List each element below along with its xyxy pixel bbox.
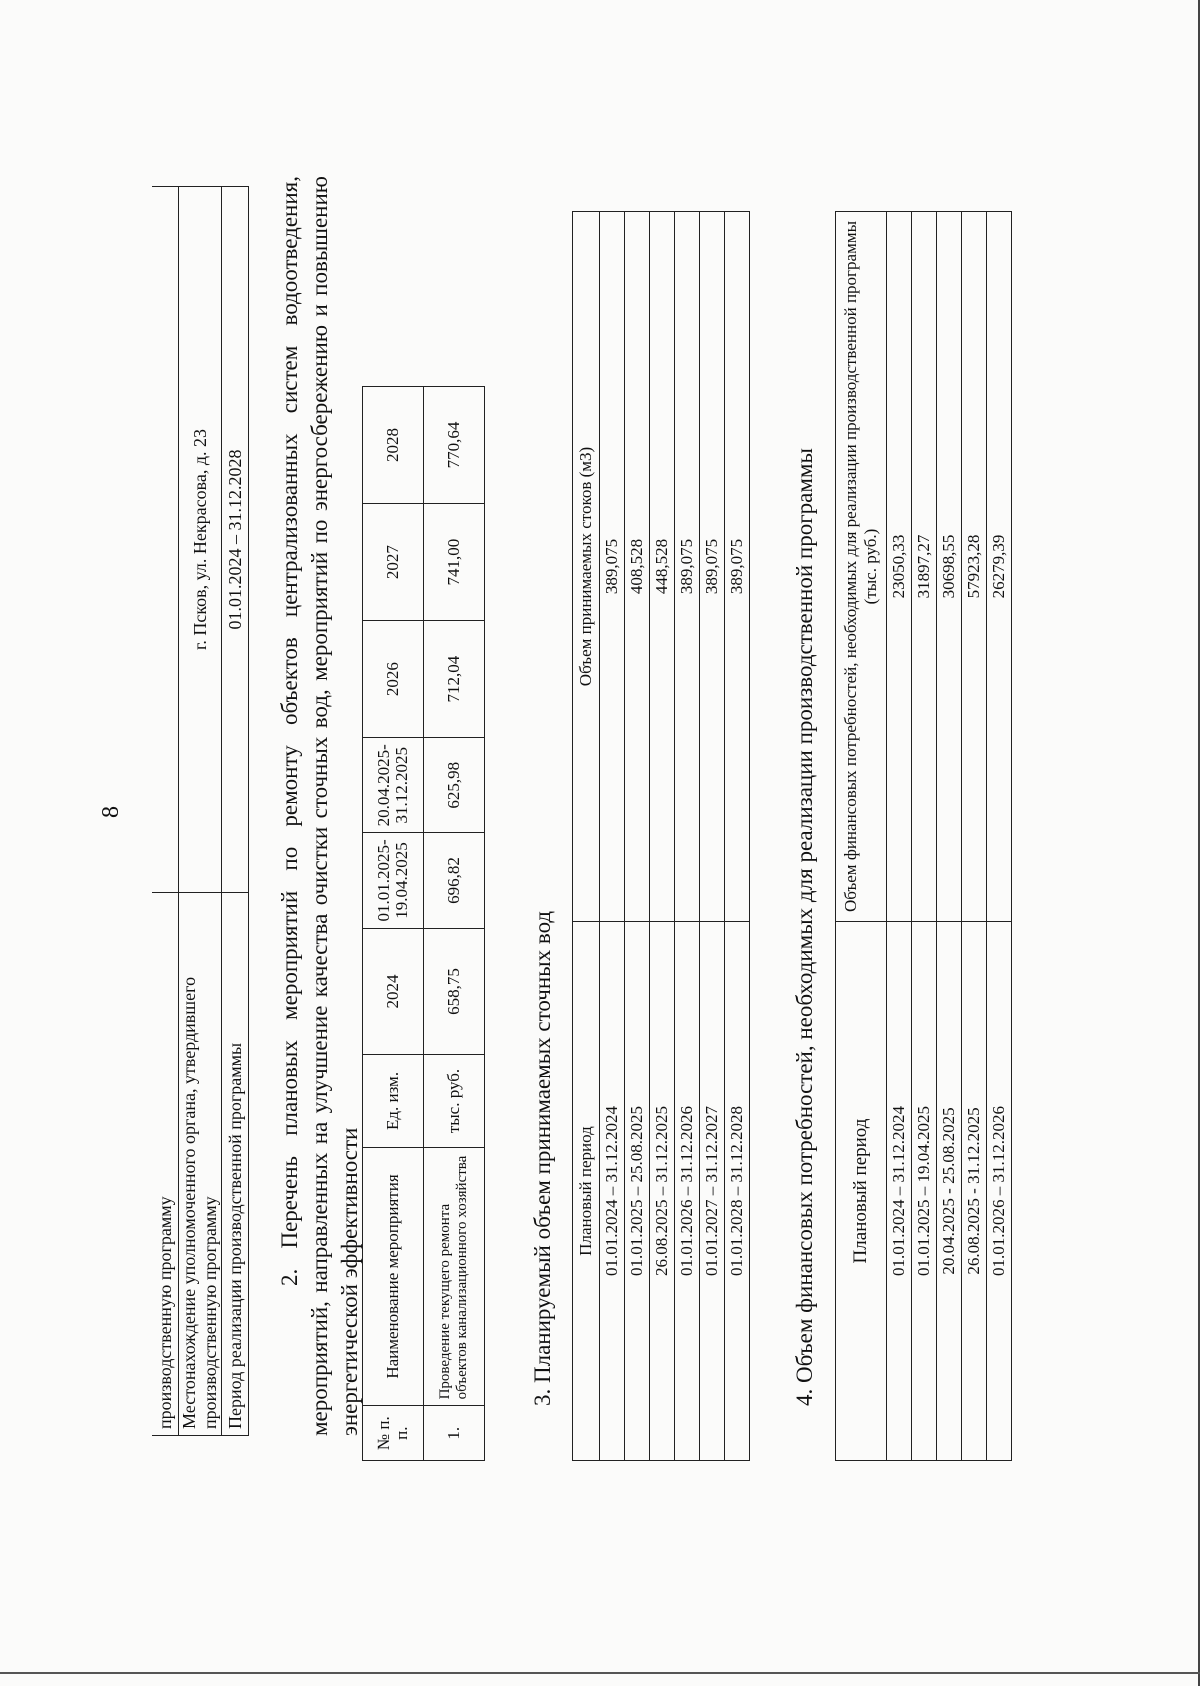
column-header: 2024 xyxy=(363,928,424,1055)
section-4-title: 4. Объем финансовых потребностей, необходимых для реализации производственной программы xyxy=(792,448,817,1406)
value-cell: 57923,28 xyxy=(962,212,987,922)
program-info-table xyxy=(152,186,249,1436)
period-cell: 01.01.2025 – 19.04.2025 xyxy=(912,922,937,1461)
value-cell: 23050,33 xyxy=(887,212,912,922)
column-header: 2027 xyxy=(363,504,424,621)
table-row xyxy=(625,212,650,1461)
period-cell: 01.01.2026 – 31.12.2026 xyxy=(987,922,1012,1461)
table-row xyxy=(424,387,485,1461)
value-cell: 712,04 xyxy=(424,621,485,738)
value-cell: 389,075 xyxy=(700,212,725,922)
table-row xyxy=(912,212,937,1461)
value-cell: 696,82 xyxy=(424,833,485,928)
table-row xyxy=(650,212,675,1461)
page-number: 8 xyxy=(98,806,124,818)
table-row xyxy=(152,187,179,1436)
period-cell: 26.08.2025 - 31.12.2025 xyxy=(962,922,987,1461)
table-row xyxy=(700,212,725,1461)
column-header: Наименование мероприятия xyxy=(363,1147,424,1406)
table-row xyxy=(962,212,987,1461)
info-value: г. Псков, ул. Некрасова, д. 23 xyxy=(179,187,222,893)
unit: тыс. руб. xyxy=(424,1055,485,1147)
period-cell: 01.01.2025 – 25.08.2025 xyxy=(625,922,650,1461)
column-header: Плановый период xyxy=(573,922,600,1461)
info-value xyxy=(152,187,179,893)
value-cell: 770,64 xyxy=(424,387,485,504)
table-row xyxy=(887,212,912,1461)
column-header: № п. п. xyxy=(363,1406,424,1461)
value-cell: 448,528 xyxy=(650,212,675,922)
table-row xyxy=(725,212,750,1461)
table-row xyxy=(600,212,625,1461)
value-cell: 625,98 xyxy=(424,738,485,833)
value-cell: 389,075 xyxy=(725,212,750,922)
section-3-title: 3. Планируемый объем принимаемых сточных вод xyxy=(530,910,555,1406)
column-header: Объем принимаемых стоков (м3) xyxy=(573,212,600,922)
measures-table xyxy=(362,386,485,1461)
table-header-row xyxy=(363,387,424,1461)
info-label: Местонахождение уполномоченного органа, утвердившего производственную программу xyxy=(179,893,222,1436)
period-cell: 01.01.2027 – 31.12.2027 xyxy=(700,922,725,1461)
info-value: 01.01.2024 – 31.12.2028 xyxy=(222,187,249,893)
value-cell: 26279,39 xyxy=(987,212,1012,922)
period-cell: 01.01.2028 – 31.12.2028 xyxy=(725,922,750,1461)
info-label: Период реализации производственной программы xyxy=(222,893,249,1436)
period-cell: 01.01.2024 – 31.12.2024 xyxy=(600,922,625,1461)
value-cell: 31897,27 xyxy=(912,212,937,922)
wastewater-volume-table xyxy=(572,211,750,1461)
column-header: Ед. изм. xyxy=(363,1055,424,1147)
row-number: 1. xyxy=(424,1406,485,1461)
period-cell: 20.04.2025 - 25.08.2025 xyxy=(937,922,962,1461)
value-cell: 389,075 xyxy=(675,212,700,922)
period-cell: 01.01.2026 – 31.12.2026 xyxy=(675,922,700,1461)
financial-needs-table xyxy=(835,211,1012,1461)
table-row xyxy=(179,187,222,1436)
section-2-title: 2. Перечень плановых мероприятий по ремонту объектов централизованных систем водоотведения, мероприятий, направленных на улучшение качества очистки сточных вод, мероприятий по энергосбережению и повышению энергетической эффективности xyxy=(277,176,362,1436)
value-cell: 658,75 xyxy=(424,928,485,1055)
column-header: 2026 xyxy=(363,621,424,738)
table-row xyxy=(987,212,1012,1461)
value-cell: 408,528 xyxy=(625,212,650,922)
table-row xyxy=(222,187,249,1436)
value-cell: 741,00 xyxy=(424,504,485,621)
column-header: Объем финансовых потребностей, необходимых для реализации производственной программы (тыс. руб.) xyxy=(836,212,887,922)
table-row xyxy=(675,212,700,1461)
rotated-document xyxy=(0,4,1200,1686)
period-cell: 01.01.2024 – 31.12.2024 xyxy=(887,922,912,1461)
column-header: 01.01.2025-19.04.2025 xyxy=(363,833,424,928)
period-cell: 26.08.2025 – 31.12.2025 xyxy=(650,922,675,1461)
value-cell: 389,075 xyxy=(600,212,625,922)
table-row xyxy=(937,212,962,1461)
value-cell: 30698,55 xyxy=(937,212,962,922)
column-header: 20.04.2025-31.12.2025 xyxy=(363,738,424,833)
info-label: производственную программу xyxy=(152,893,179,1436)
measure-name: Проведение текущего ремонта объектов канализационного хозяйства xyxy=(424,1147,485,1406)
column-header: Плановый период xyxy=(836,922,887,1461)
table-header-row xyxy=(836,212,887,1461)
table-header-row xyxy=(573,212,600,1461)
column-header: 2028 xyxy=(363,387,424,504)
